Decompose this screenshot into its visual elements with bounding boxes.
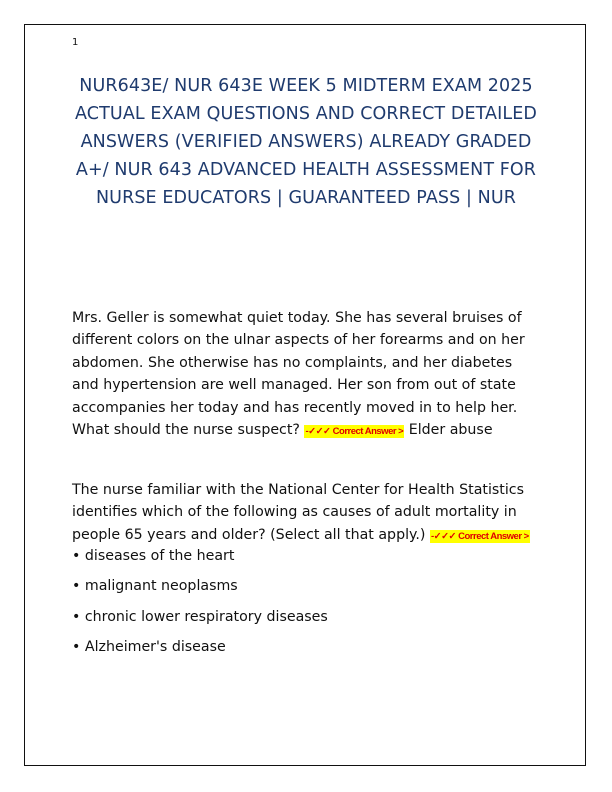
question-2-answers xyxy=(72,545,542,666)
question-1 xyxy=(72,307,542,443)
question-2 xyxy=(72,479,542,548)
answer-item: • Alzheimer's disease xyxy=(72,638,226,655)
question-1-answer: Elder abuse xyxy=(408,422,493,439)
correct-answer-tag: -✓✓✓ Correct Answer > xyxy=(305,426,404,438)
answer-item: • diseases of the heart xyxy=(72,548,235,564)
document-title: NUR643E/ NUR 643E WEEK 5 MIDTERM EXAM 2025 ACTUAL EXAM QUESTIONS AND CORRECT DETAILED ANSWERS (VERIFIED ANSWERS) ALREADY GRADED A+/ NUR 643 ADVANCED HEALTH ASSESSMENT FOR NURSE EDUCATORS | GUARANTEED PASS | NUR xyxy=(75,76,537,208)
answer-item: • malignant neoplasms xyxy=(72,578,238,595)
correct-answer-tag: -✓✓✓ Correct Answer > xyxy=(430,530,529,542)
question-2-text: The nurse familiar with the National Center for Health Statistics identifies which of the following as causes of adult mortality in people 65 years and older? (Select all that apply.) xyxy=(72,482,524,543)
answer-item: • chronic lower respiratory diseases xyxy=(72,608,328,625)
question-1-text: Mrs. Geller is somewhat quiet today. She has several bruises of different colors on the ulnar aspects of her forearms and on her abdomen. She otherwise has no complaints, and her diabetes and hypertension are well managed. Her son from out of state accompanies her today and has recently moved in to help her. What should the nurse suspect? xyxy=(72,310,525,439)
page-number: 1 xyxy=(72,37,79,48)
